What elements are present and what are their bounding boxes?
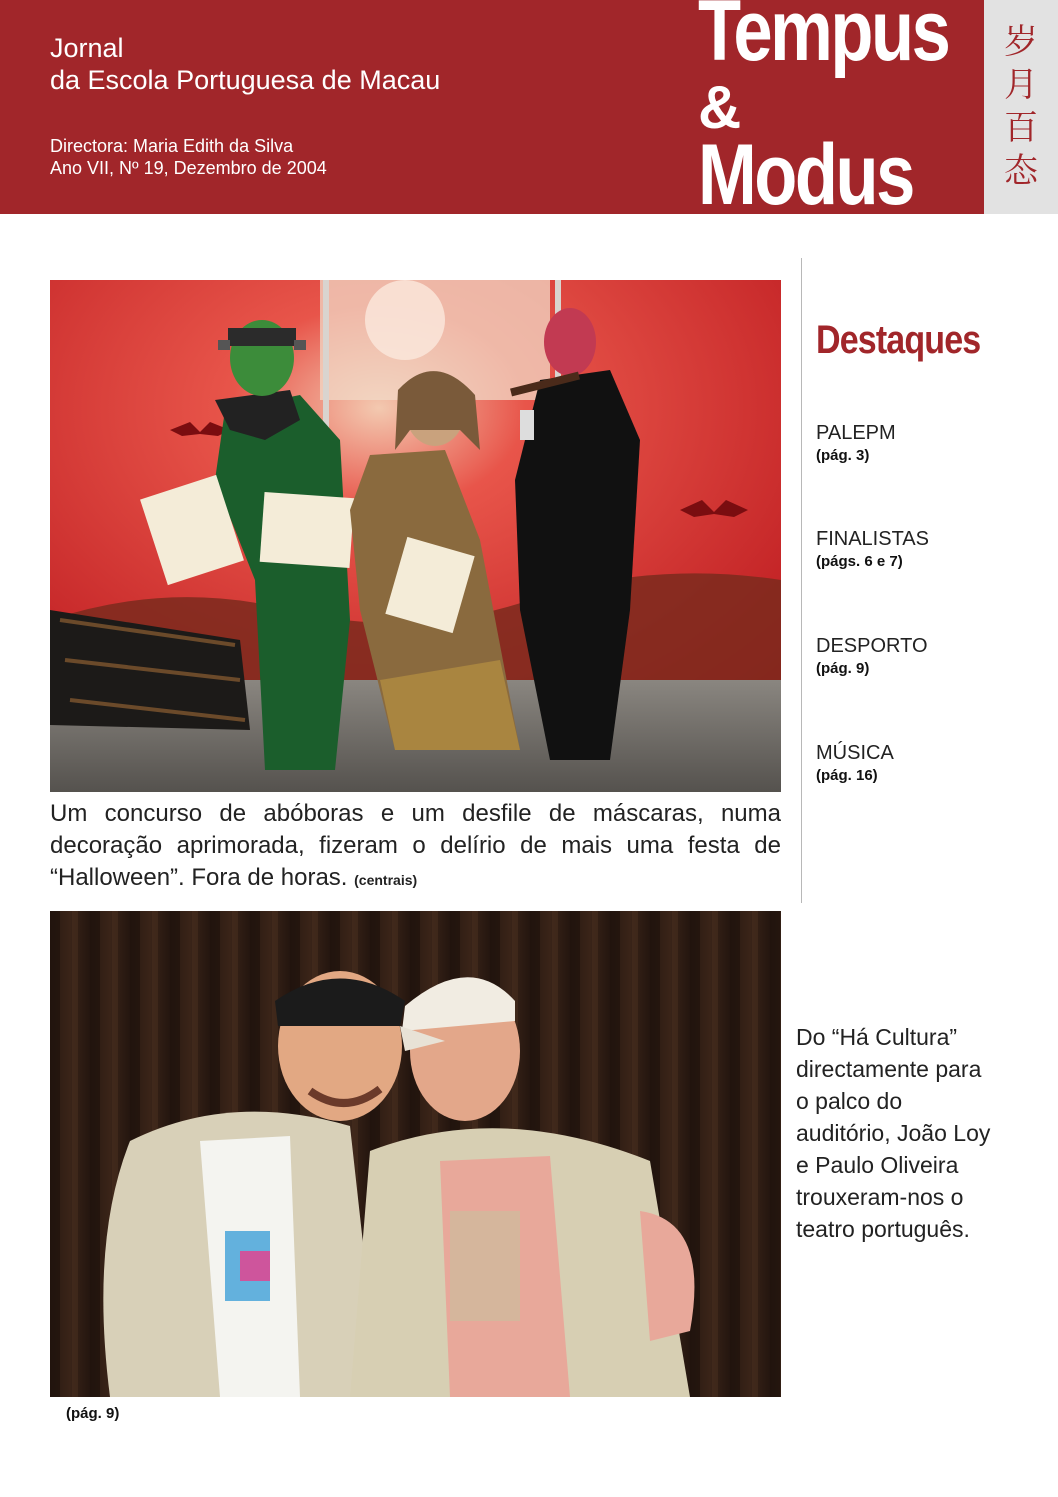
highlight-page: (pág. 3) xyxy=(816,447,870,464)
newspaper-logo xyxy=(698,0,978,223)
theatre-page-ref: (pág. 9) xyxy=(66,1405,120,1422)
highlight-name: FINALISTAS xyxy=(816,528,929,550)
highlight-page: (págs. 6 e 7) xyxy=(816,553,903,570)
journal-title-line1: Jornal xyxy=(50,33,124,63)
highlight-name: DESPORTO xyxy=(816,635,928,657)
logo-ampersand: & xyxy=(698,74,739,141)
highlight-name: MÚSICA xyxy=(816,742,894,764)
halloween-caption xyxy=(50,798,781,896)
chinese-char-3: 百 xyxy=(1004,108,1038,148)
issue-line: Ano VII, Nº 19, Dezembro de 2004 xyxy=(50,158,327,178)
highlight-item-finalistas[interactable] xyxy=(816,527,929,573)
logo-word-modus: Modus xyxy=(698,127,913,223)
theatre-photo-illustration xyxy=(50,911,781,1397)
sidebar-divider xyxy=(801,258,802,903)
chinese-title xyxy=(984,0,1058,214)
chinese-char-1: 岁 xyxy=(1004,22,1038,62)
halloween-caption-ref: (centrais) xyxy=(354,872,418,888)
journal-title-line2: da Escola Portuguesa de Macau xyxy=(50,65,441,95)
halloween-caption-text: Um concurso de abóboras e um desfile de máscaras, numa decoração aprimorada, fizeram o delírio de mais uma festa de “Halloween”. Fora de horas. xyxy=(50,800,781,891)
highlight-item-desporto[interactable] xyxy=(816,634,928,680)
journal-title xyxy=(50,32,440,96)
highlight-name: PALEPM xyxy=(816,422,896,444)
highlight-page: (pág. 9) xyxy=(816,660,870,677)
halloween-photo-illustration xyxy=(50,280,781,792)
highlights-title: Destaques xyxy=(816,318,981,362)
halloween-photo xyxy=(50,280,781,792)
logo-word-tempus: Tempus xyxy=(698,0,949,79)
masthead xyxy=(0,0,1058,223)
theatre-photo xyxy=(50,911,781,1397)
highlight-item-musica[interactable] xyxy=(816,741,894,787)
chinese-char-2: 月 xyxy=(1004,65,1038,105)
highlight-item-palepm[interactable] xyxy=(816,421,896,467)
director-line: Directora: Maria Edith da Silva xyxy=(50,136,294,156)
theatre-caption: Do “Há Cultura” directamente para o palco do auditório, João Loy e Paulo Oliveira trouxeram-nos o teatro português. xyxy=(796,1024,991,1242)
highlight-page: (pág. 16) xyxy=(816,767,878,784)
chinese-char-4: 态 xyxy=(1004,151,1038,191)
masthead-meta xyxy=(50,135,327,179)
